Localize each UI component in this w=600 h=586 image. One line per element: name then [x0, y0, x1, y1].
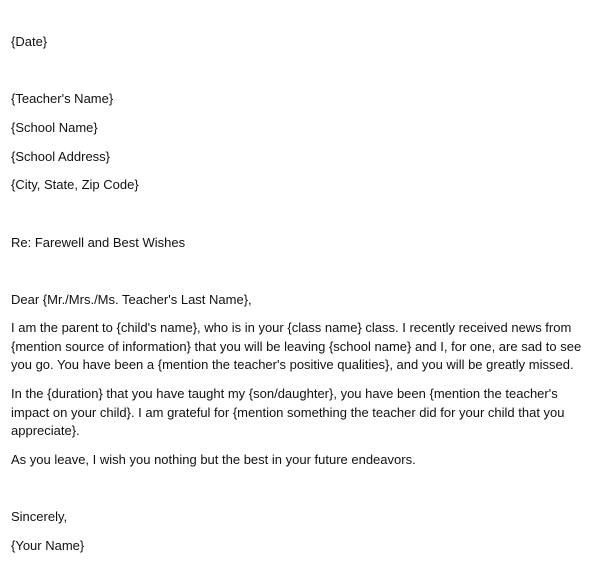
letter-signature: {Your Name}	[11, 538, 85, 553]
recipient-school-name: {School Name}	[11, 120, 98, 135]
body-paragraph-2: In the {duration} that you have taught my {son/daughter}, you have been {mention the teacher's impact on your child}. I am grateful for {mention something the teacher did for your child that you appreciate}.	[11, 386, 565, 439]
recipient-school-address: {School Address}	[11, 149, 111, 164]
letter-salutation: Dear {Mr./Mrs./Ms. Teacher's Last Name},	[11, 292, 252, 307]
body-paragraph-3: As you leave, I wish you nothing but the best in your future endeavors.	[11, 452, 416, 467]
body-paragraph-1: I am the parent to {child's name}, who is in your {class name} class. I recently received news from {mention source of information} that you will be leaving {school name} and I, for one, are sad to see you go. You have been a {mention the teacher's positive qualities}, and you will be greatly missed.	[11, 320, 582, 373]
recipient-teacher-name: {Teacher's Name}	[11, 91, 114, 106]
recipient-city-state-zip: {City, State, Zip Code}	[11, 177, 139, 192]
letter-subject: Re: Farewell and Best Wishes	[11, 235, 186, 250]
letter-date: {Date}	[11, 34, 48, 49]
letter-closing: Sincerely,	[11, 509, 68, 524]
